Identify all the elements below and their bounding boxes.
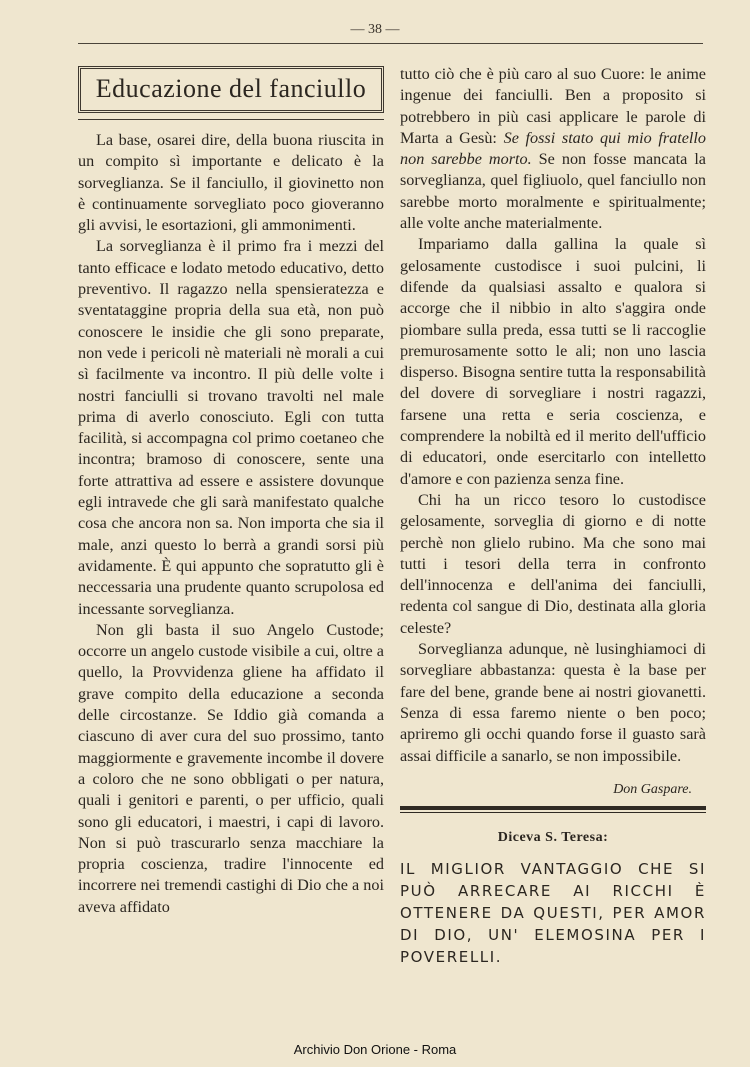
paragraph: La base, osarei dire, della buona riuscita in un compito sì importante e delicato è la sorveglianza. Se il fanciullo, il giovinetto non è continuamente sorvegliato poco gioveranno gli avvisi, le esortazioni, gli ammonimenti. xyxy=(78,131,384,235)
paragraph: La sorveglianza è il primo fra i mezzi del tanto efficace e lodato metodo educativo, detto preventivo. Il ragazzo nella spensieratezza e sventataggine propria della sua età, non può conoscere le insidie che gli sono preparate, non vede i pericoli nè materiali nè morali a cui sì facilmente va incontro. Il più delle volte i nostri fanciulli si trovano travolti nel male prima di averlo conosciuto. Egli con tutta facilità, si accompagna col primo coetaneo che incontra; bramoso di conoscere, sente una forte attrattiva ad essere e assistere dovunque egli intravede che gli sarà manifestato qualche cosa che ancora non sa. Non importa che sia il male, anzi questo lo berrà a grandi sorsi più avidamente. È qui appunto che sopratutto gli è neccessaria una prudente quanto scrupolosa ed incessante sorveglianza. xyxy=(78,237,384,618)
separator-thick xyxy=(400,806,706,810)
article-title-box xyxy=(78,66,384,113)
paragraph-text: Se non fosse mancata la sorveglianza, quel figliuolo, quel fanciullo non sarebbe morto moralmente e spiritualmente; alle volte anche materialmente. xyxy=(400,150,706,233)
separator-thin xyxy=(400,812,706,813)
page-number: — 38 — xyxy=(350,22,400,37)
author-signature: Don Gaspare. xyxy=(613,781,692,797)
left-column xyxy=(78,64,384,918)
quote-heading: Diceva S. Teresa: xyxy=(497,830,609,846)
archive-footer: Archivio Don Orione - Roma xyxy=(293,1042,457,1057)
title-underline xyxy=(78,119,384,120)
paragraph-text: tutto ciò che è più caro al suo Cuore: le anime ingenue dei fanciulli. Ben a proposito si potrebbero in più casi applicare le parole di Marta a Gesù: xyxy=(400,65,706,147)
gospel-quote: Se fossi stato qui mio fratello non sarebbe morto. xyxy=(400,128,706,169)
quote-text: IL MIGLIOR VANTAGGIO CHE SI PUÒ ARRECARE AI RICCHI È OTTENERE DA QUESTI, PER AMOR DI DIO, UN' ELEMOSINA PER I POVERELLI. xyxy=(400,860,706,967)
paragraph: Impariamo dalla gallina la quale sì gelosamente custodisce i suoi pulcini, li difende da qualsiasi assalto e qualora si accorge che il nibbio in alto s'aggira onde piombare sulla preda, essa tutti se li raccoglie premurosamente sotto le ali; non uno lascia disperso. Bisogna sentire tutta la responsabilità del dovere di sorvegliare i nostri ragazzi, farsene una retta e seria coscienza, e comprendere la nobiltà ed il merito dell'ufficio di educatori, onde esercitarlo con intelletto d'amore e con pazienza senza fine. xyxy=(400,235,706,488)
paragraph: Sorveglianza adunque, nè lusinghiamoci di sorvegliare abbastanza: questa è la base per fare del bene, grande bene ai nostri giovanetti. Senza di essa faremo niente o ben poco; apriremo gli occhi quando forse il guasto sarà assai difficile a sanarlo, se non impossibile. xyxy=(400,640,706,765)
header-rule xyxy=(78,43,703,44)
right-column xyxy=(400,64,706,968)
paragraph: Chi ha un ricco tesoro lo custodisce gelosamente, sorveglia di giorno e di notte perchè non glielo rubino. Ma che sono mai tutti i tesori della terra in confronto dell'innocenza e dell'anima dei fanciulli, redenta col sangue di Dio, destinata alla gloria celeste? xyxy=(400,490,706,637)
paragraph-continued xyxy=(400,64,706,234)
paragraph: Non gli basta il suo Angelo Custode; occorre un angelo custode visibile a cui, oltre a quello, la Provvidenza gliene ha affidato il grave compito della educazione a seconda delle circostanze. Se Iddio già comanda a ciascuno di aver cura del suo prossimo, tanto maggiormente e gravemente incombe il dovere a coloro che ne sono obbligati o per natura, quali i genitori e parenti, o per ufficio, quali sono gli educatori, i maestri, i capi di lavoro. Non si può trascurarlo senza macchiare la propria coscienza, tradire l'innocente ed incorrere nei tremendi castighi di Dio che a noi aveva affidato xyxy=(78,620,384,916)
article-title: Educazione del fanciullo xyxy=(95,74,367,103)
